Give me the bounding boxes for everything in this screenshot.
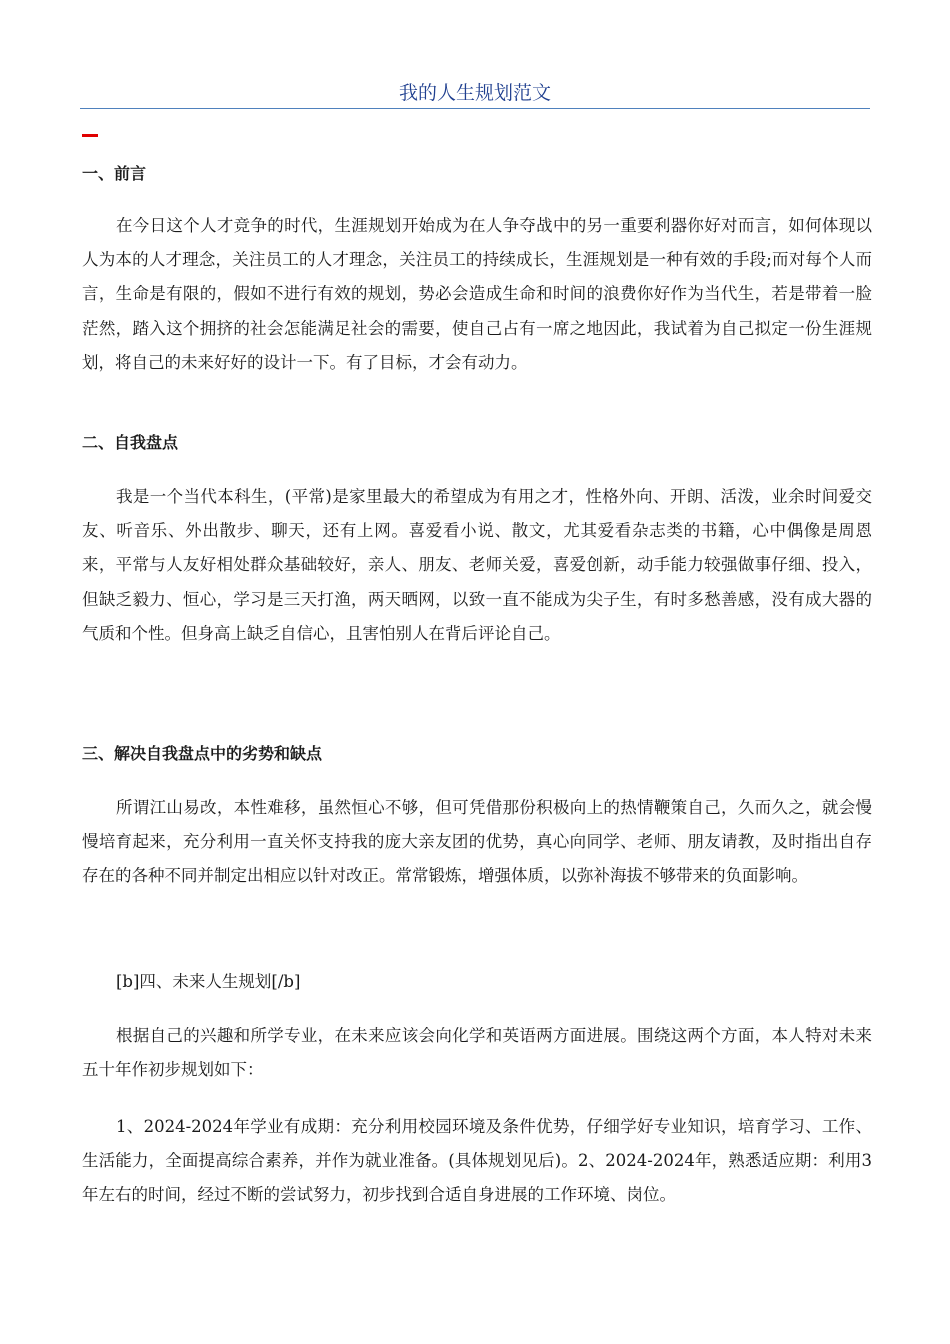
paragraph-future-plan-intro: 根据自己的兴趣和所学专业，在未来应该会向化学和英语两方面进展。围绕这两个方面，本人特对未来五十年作初步规划如下： <box>82 1026 872 1080</box>
page-title: 我的人生规划范文 <box>398 82 551 104</box>
page-header <box>80 78 870 109</box>
section-heading-self-inventory: 二、自我盘点 <box>82 433 179 452</box>
paragraph-weaknesses: 所谓江山易改，本性难移，虽然恒心不够，但可凭借那份积极向上的热情鞭策自己，久而久之，就会慢慢培育起来，充分利用一直关怀支持我的庞大亲友团的优势，真心向同学、老师、朋友请教，及时指出自存存在的各种不同并制定出相应以针对改正。常常锻炼，增强体质，以弥补海拔不够带来的负面影响。 <box>82 798 872 886</box>
section-heading-weaknesses: 三、解决自我盘点中的劣势和缺点 <box>82 744 323 763</box>
paragraph-future-plan-stages: 1、2024-2024年学业有成期：充分利用校园环境及条件优势，仔细学好专业知识，培育学习、工作、生活能力，全面提高综合素养，并作为就业准备。(具体规划见后)。2、2024-2024年，熟悉适应期：利用3年左右的时间，经过不断的尝试努力，初步找到合适自身进展的工作环境、岗位。 <box>82 1117 872 1205</box>
paragraph-preface: 在今日这个人才竞争的时代，生涯规划开始成为在人争夺战中的另一重要利器你好对而言，如何体现以人为本的人才理念，关注员工的人才理念，关注员工的持续成长，生涯规划是一种有效的手段;而对每个人而言，生命是有限的，假如不进行有效的规划，势必会造成生命和时间的浪费你好作为当代生，若是带着一脸茫然，踏入这个拥挤的社会怎能满足社会的需要，使自己占有一席之地因此，我试着为自己拟定一份生涯规划，将自己的未来好好的设计一下。有了目标，才会有动力。 <box>82 216 872 372</box>
paragraph-self-inventory: 我是一个当代本科生，(平常)是家里最大的希望成为有用之才，性格外向、开朗、活泼，业余时间爱交友、听音乐、外出散步、聊天，还有上网。喜爱看小说、散文，尤其爱看杂志类的书籍，心中偶像是周恩来，平常与人友好相处群众基础较好，亲人、朋友、老师关爱，喜爱创新，动手能力较强做事仔细、投入，但缺乏毅力、恒心，学习是三天打渔，两天晒网，以致一直不能成为尖子生，有时多愁善感，没有成大器的气质和个性。但身高上缺乏自信心，且害怕别人在背后评论自己。 <box>82 487 872 643</box>
red-dash-mark <box>82 134 98 137</box>
section-heading-preface: 一、前言 <box>82 164 147 183</box>
section-heading-future-plan: [b]四、未来人生规划[/b] <box>116 972 301 991</box>
